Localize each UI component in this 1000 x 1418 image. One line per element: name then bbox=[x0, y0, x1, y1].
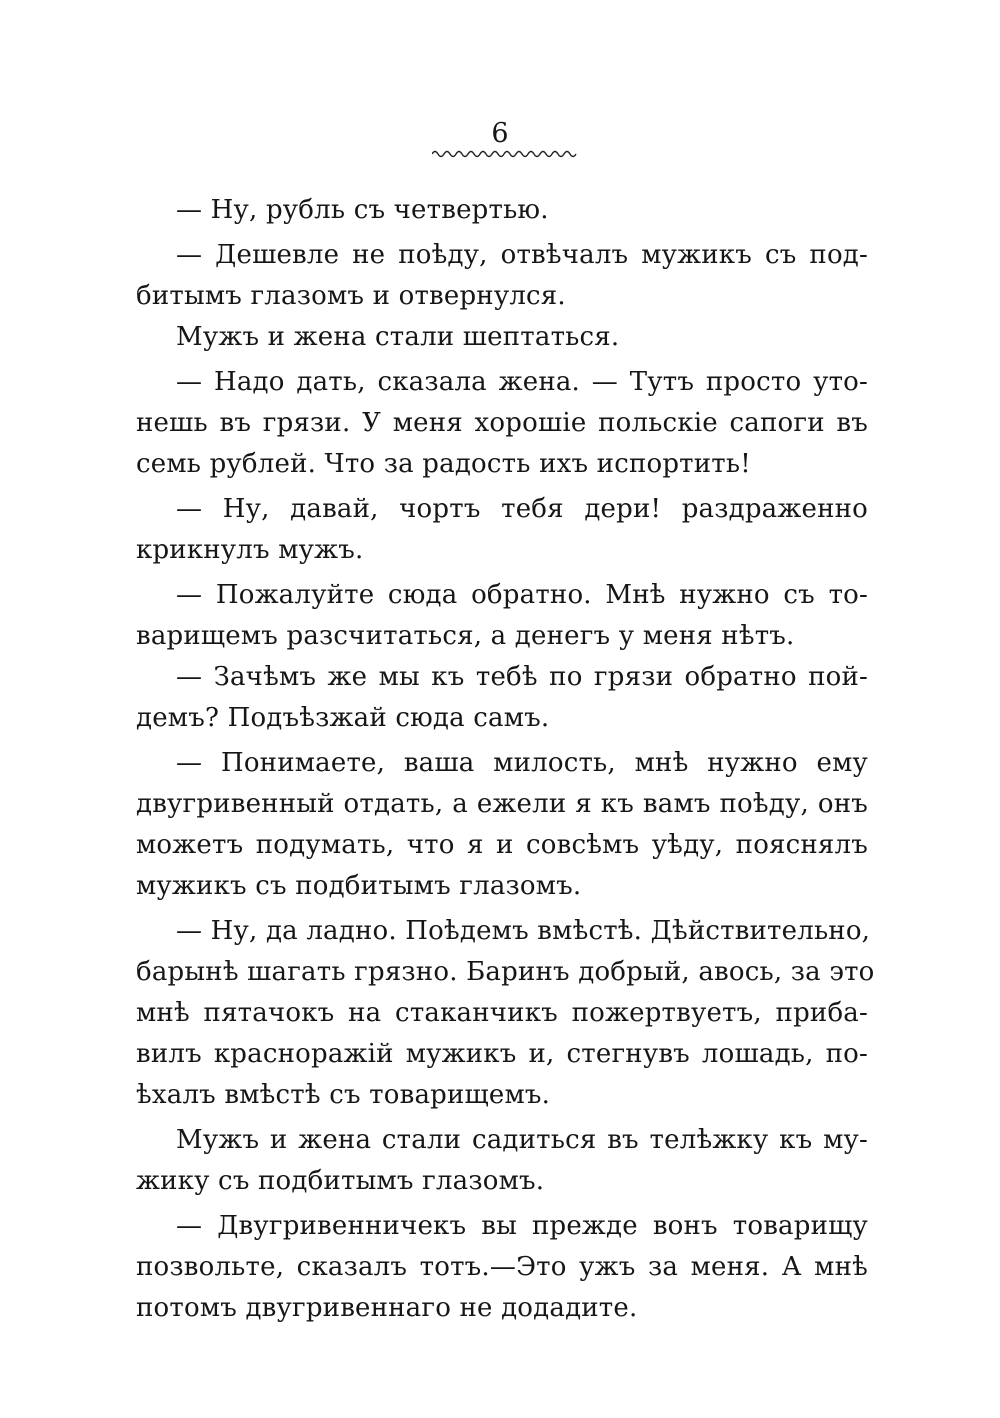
text-line: семь рублей. Что за радость ихъ испортить! bbox=[136, 449, 751, 479]
text-line: нешь въ грязи. У меня хорошіе польскіе сапоги въ bbox=[136, 408, 868, 438]
text-line: можетъ подумать, что я и совсѣмъ уѣду, пояснялъ bbox=[136, 830, 868, 860]
text-line: — Понимаете, ваша милость, мнѣ нужно ему bbox=[176, 748, 868, 778]
text-line: — Ну, да ладно. Поѣдемъ вмѣстѣ. Дѣйствительно, bbox=[176, 916, 871, 946]
text-line: крикнулъ мужъ. bbox=[136, 535, 364, 565]
text-line: демъ? Подъѣзжай сюда самъ. bbox=[136, 703, 550, 733]
text-line: — Ну, давай, чортъ тебя дери! раздраженно bbox=[176, 494, 868, 524]
wavy-rule-ornament bbox=[432, 148, 578, 160]
text-line: Мужъ и жена стали садиться въ телѣжку къ му- bbox=[176, 1125, 868, 1155]
text-line: — Надо дать, сказала жена. — Тутъ просто уто- bbox=[176, 367, 868, 397]
text-line: — Дешевле не поѣду, отвѣчалъ мужикъ съ под- bbox=[176, 240, 868, 270]
text-line: ѣхалъ вмѣстѣ съ товарищемъ. bbox=[136, 1080, 551, 1110]
body-text bbox=[136, 190, 875, 1329]
text-line: — Пожалуйте сюда обратно. Мнѣ нужно съ то- bbox=[176, 580, 868, 610]
page-number: 6 bbox=[491, 118, 509, 149]
text-line: Мужъ и жена стали шептаться. bbox=[176, 322, 620, 352]
text-line: позвольте, сказалъ тотъ.—Это ужъ за меня. А мнѣ bbox=[136, 1252, 868, 1282]
text-line: — Двугривенничекъ вы прежде вонъ товарищу bbox=[176, 1211, 868, 1241]
text-line: мужикъ съ подбитымъ глазомъ. bbox=[136, 871, 582, 901]
text-line: вилъ красноражій мужикъ и, стегнувъ лошадь, по- bbox=[136, 1039, 868, 1069]
text-line: мнѣ пятачокъ на стаканчикъ пожертвуетъ, приба- bbox=[136, 998, 868, 1028]
text-line: жику съ подбитымъ глазомъ. bbox=[136, 1166, 545, 1196]
text-line: битымъ глазомъ и отвернулся. bbox=[136, 281, 566, 311]
text-line: — Ну, рубль съ четвертью. bbox=[176, 195, 549, 225]
text-line: двугривенный отдать, а ежели я къ вамъ поѣду, онъ bbox=[136, 789, 868, 819]
text-line: барынѣ шагать грязно. Баринъ добрый, авось, за это bbox=[136, 957, 875, 987]
text-line: — Зачѣмъ же мы къ тебѣ по грязи обратно пой- bbox=[176, 662, 868, 692]
text-line: варищемъ разсчитаться, а денегъ у меня нѣтъ. bbox=[136, 621, 795, 651]
text-line: потомъ двугривеннаго не додадите. bbox=[136, 1293, 638, 1323]
